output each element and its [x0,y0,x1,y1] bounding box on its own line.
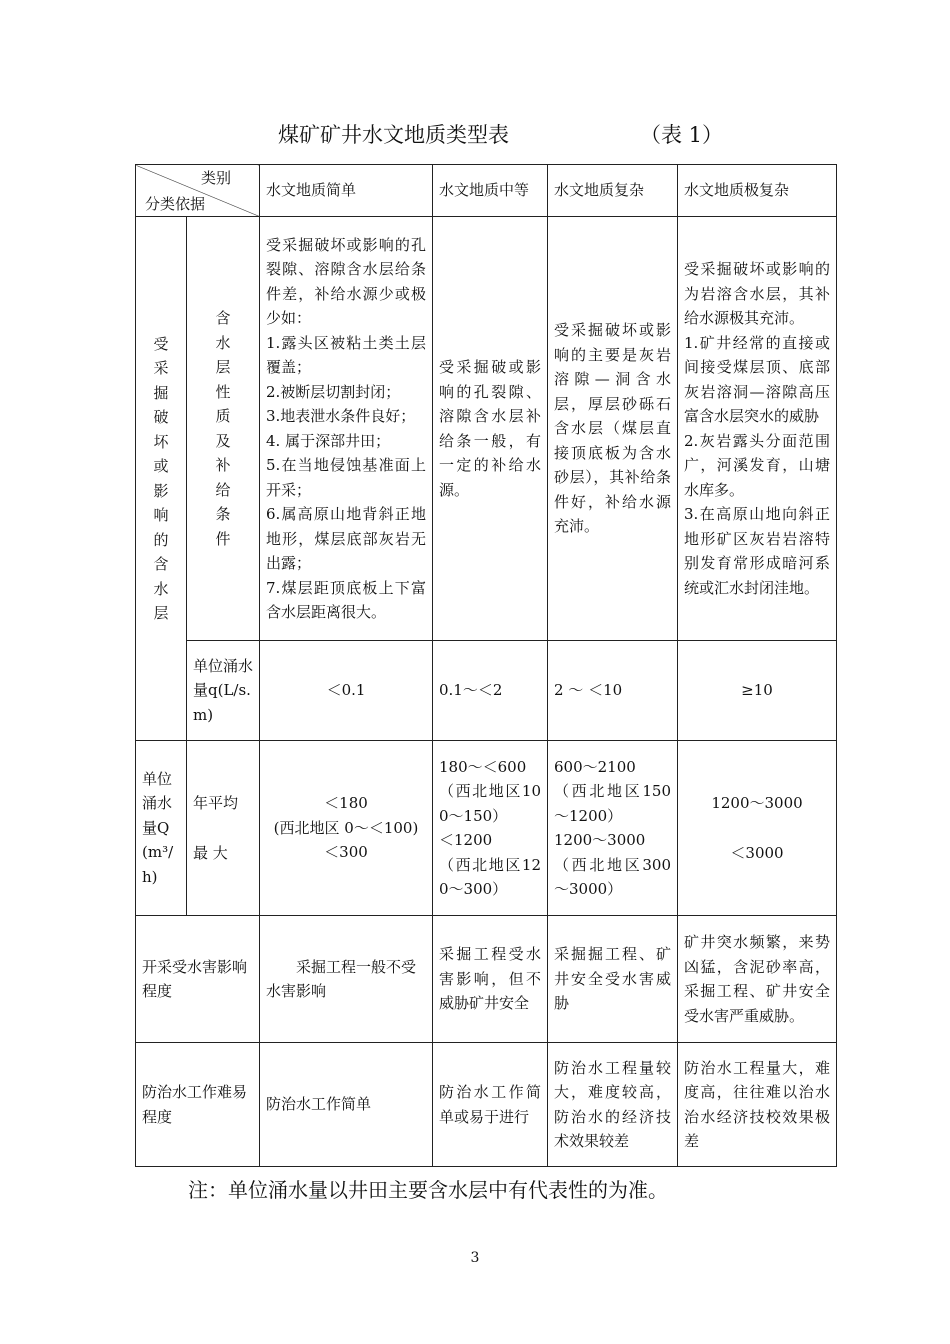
mine-inflow-row [136,741,837,916]
mine-inflow-medium: 180～＜600 （西北地区100～150） ＜1200 （西北地区120～300） [433,741,548,916]
header-medium: 水文地质中等 [433,165,548,217]
aquifer-very-complex: 受采掘破坏或影响的为岩溶含水层，其补给水源极其充沛。 1.矿井经常的直接或间接受煤层顶、底部灰岩溶洞—溶隙高压富含水层突水的威胁 2.灰岩露头分面范围广，河溪发育，山塘水库多。 3.在高原山地向斜正地形矿区灰岩岩溶特别发育常形成暗河系统或汇水封闭洼地。 [678,217,837,641]
mine-inflow-label: 单位涌水量Q(m³/h) [136,741,187,916]
mine-inflow-sublabels [187,741,260,916]
aquifer-simple: 受采掘破坏或影响的孔裂隙、溶隙含水层给条件差，补给水源少或极少如： 1.露头区被粘土类土层覆盖； 2.被断层切割封闭； 3.地表泄水条件良好； 4. 属于深部井田； 5.在当地侵蚀基准面上开采； 6.属高原山地背斜正地地形，煤层底部灰岩无出露； 7.煤层距顶底板上下富含水层距离很大。 [260,217,433,641]
prevention-simple: 防治水工作简单 [260,1043,433,1167]
mine-inflow-simple [260,741,433,916]
unit-inflow-very-complex: ≥10 [678,641,837,741]
prevention-row [136,1043,837,1167]
hazard-row [136,916,837,1043]
hazard-complex: 采掘掘工程、矿井安全受水害威胁 [548,916,678,1043]
aquifer-row [136,217,837,641]
prevention-medium: 防治水工作简单或易于进行 [433,1043,548,1167]
mine-inflow-complex: 600～2100 （西北地区150～1200） 1200～3000 （西北地区300～3000） [548,741,678,916]
unit-inflow-medium: 0.1～＜2 [433,641,548,741]
prevention-complex: 防治水工程量较大，难度较高，防治水的经济技术效果较差 [548,1043,678,1167]
header-very-complex: 水文地质极复杂 [678,165,837,217]
mine-inflow-max-label: 最 大 [193,844,228,862]
unit-inflow-simple: ＜0.1 [260,641,433,741]
table-title [0,118,950,152]
table-number: （表 1） [640,123,724,147]
hazard-label: 开采受水害影响程度 [136,916,260,1043]
header-complex: 水文地质复杂 [548,165,678,217]
mine-inflow-avg-label: 年平均 [193,793,239,812]
hydrogeology-type-table [135,164,837,1167]
mine-inflow-very-complex [678,741,837,916]
header-corner-cell [136,165,260,217]
footnote: 注：单位涌水量以井田主要含水层中有代表性的为准。 [188,1178,668,1202]
header-row [136,165,837,217]
header-col-label: 类别 [200,169,231,187]
hazard-very-complex: 矿井突水频繁，来势凶猛，含泥砂率高，采掘工程、矿井安全受水害严重威胁。 [678,916,837,1043]
header-row-label: 分类依据 [145,195,206,213]
unit-inflow-label: 单位涌水量q(L/s.m) [187,641,260,741]
aquifer-medium: 受采掘破或影响的孔裂隙、溶隙含水层补给条一般，有一定的补给水源。 [433,217,548,641]
table-title-text: 煤矿矿井水文地质类型表 [278,123,509,147]
unit-inflow-complex: 2 ～ ＜10 [548,641,678,741]
aquifer-complex: 受采掘破坏或影响的主要是灰岩溶隙—洞含水层，厚层砂砾石含水层（煤层直接顶底板为含水砂层），其补给条件好，补给水源充沛。 [548,217,678,641]
hazard-medium: 采掘工程受水害影响，但不威胁矿井安全 [433,916,548,1043]
unit-inflow-row [136,641,837,741]
mine-inflow-simple-max: ＜300 [324,843,368,862]
mine-inflow-simple-avg: ＜180 [324,794,368,813]
aquifer-group-label: 受 采 掘 破 坏 或 影 响 的 含 水 层 [136,217,187,741]
mine-inflow-very-complex-avg: 1200～3000 [711,793,803,812]
page-number: 3 [470,1250,480,1266]
prevention-very-complex: 防治水工程量大，难度高，往往难以治水治水经济技校效果极差 [678,1043,837,1167]
hazard-simple: 采掘工程一般不受水害影响 [260,916,433,1043]
prevention-label: 防治水工作难易程度 [136,1043,260,1167]
mine-inflow-simple-avg-nw: (西北地区 0～＜100) [273,818,419,837]
header-simple: 水文地质简单 [260,165,433,217]
aquifer-sub-label: 含 水 层 性 质 及 补 给 条 件 [187,217,260,641]
mine-inflow-very-complex-max: ＜3000 [730,844,784,862]
